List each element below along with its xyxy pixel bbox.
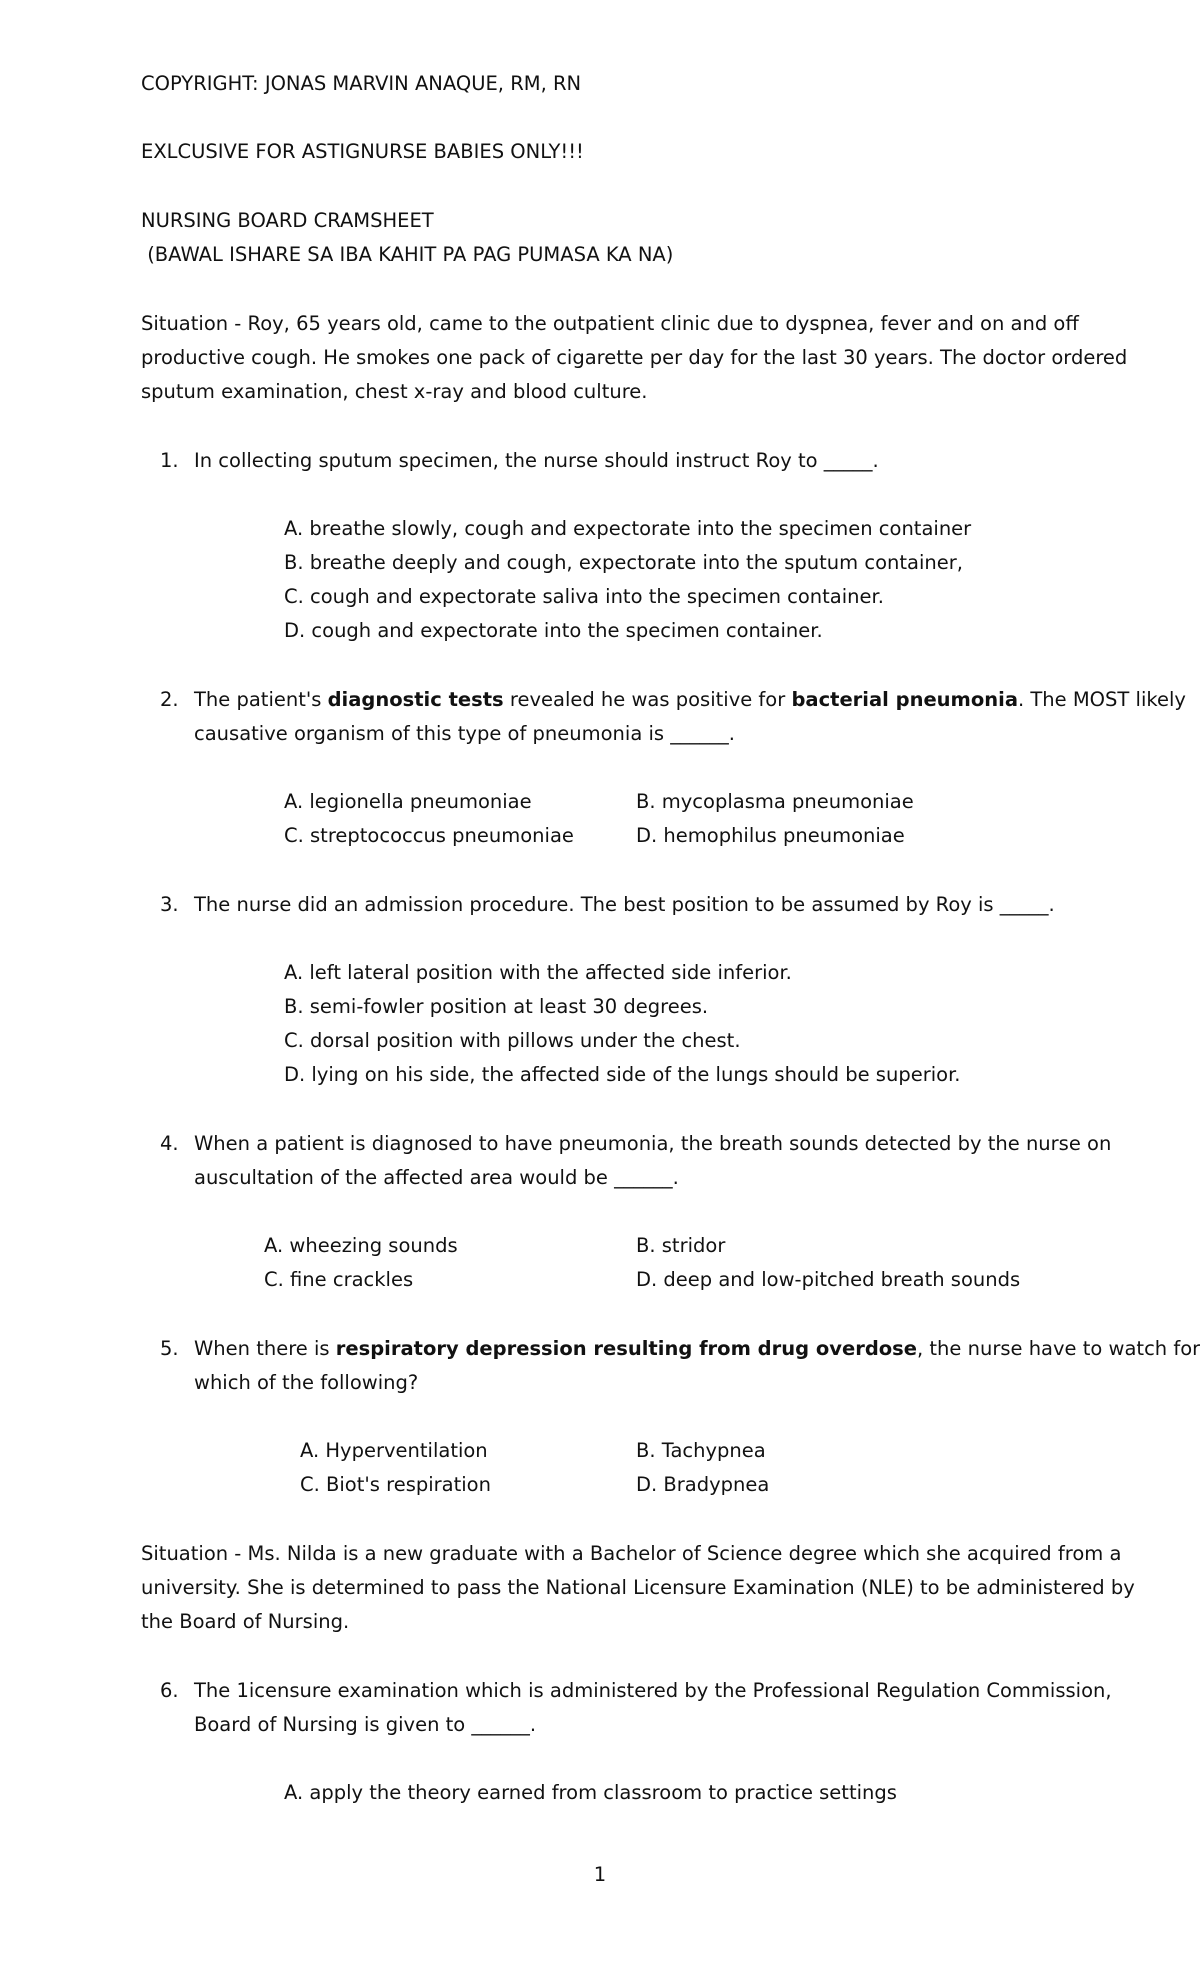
question-5-pre: When there is — [194, 1337, 336, 1360]
question-3-option-b: B. semi-fowler position at least 30 degrees. — [284, 995, 709, 1018]
question-5-post: , the nurse have to watch for — [917, 1337, 1200, 1360]
question-5-bold: respiratory depression resulting from drug overdose — [335, 1337, 918, 1360]
question-2-post: . The MOST likely — [1018, 688, 1186, 711]
situation-2-line-3: the Board of Nursing. — [141, 1610, 350, 1633]
question-1-number: 1. — [160, 449, 179, 472]
question-4-line-1: When a patient is diagnosed to have pneumonia, the breath sounds detected by the nurse on — [194, 1132, 1112, 1155]
question-5-number: 5. — [160, 1337, 179, 1360]
question-2-bold-pneumonia: bacterial pneumonia — [791, 688, 1018, 711]
question-5-line-1 — [194, 1332, 1200, 1366]
question-5-line-2: which of the following? — [194, 1371, 419, 1394]
question-4-option-c: C. fine crackles — [264, 1268, 414, 1291]
exclusive-line: EXLCUSIVE FOR ASTIGNURSE BABIES ONLY!!! — [141, 140, 584, 163]
question-6-line-2: Board of Nursing is given to ______. — [194, 1713, 537, 1736]
question-2-mid: revealed he was positive for — [503, 688, 792, 711]
situation-2-line-1: Situation - Ms. Nilda is a new graduate with a Bachelor of Science degree which she acquired from a — [141, 1542, 1122, 1565]
question-3-option-d: D. lying on his side, the affected side of the lungs should be superior. — [284, 1063, 961, 1086]
question-2-option-c: C. streptococcus pneumoniae — [284, 824, 574, 847]
question-1-option-a: A. breathe slowly, cough and expectorate into the specimen container — [284, 517, 972, 540]
question-3-option-c: C. dorsal position with pillows under the chest. — [284, 1029, 741, 1052]
question-6-number: 6. — [160, 1679, 179, 1702]
question-4-option-a: A. wheezing sounds — [264, 1234, 458, 1257]
question-4-number: 4. — [160, 1132, 179, 1155]
situation-1-line-2: productive cough. He smokes one pack of cigarette per day for the last 30 years. The doctor ordered — [141, 346, 1128, 369]
question-3-number: 3. — [160, 893, 179, 916]
question-1-text: In collecting sputum specimen, the nurse should instruct Roy to _____. — [194, 449, 879, 472]
question-5-option-a: A. Hyperventilation — [300, 1439, 488, 1462]
question-4-option-d: D. deep and low-pitched breath sounds — [636, 1268, 1021, 1291]
question-2-option-a: A. legionella pneumoniae — [284, 790, 532, 813]
question-5-option-d: D. Bradypnea — [636, 1473, 770, 1496]
question-2-line-2: causative organism of this type of pneumonia is ______. — [194, 722, 735, 745]
situation-1-line-1: Situation - Roy, 65 years old, came to the outpatient clinic due to dyspnea, fever and on and off — [141, 312, 1079, 335]
question-1-option-d: D. cough and expectorate into the specimen container. — [284, 619, 823, 642]
question-4-line-2: auscultation of the affected area would be ______. — [194, 1166, 679, 1189]
situation-2-line-2: university. She is determined to pass the National Licensure Examination (NLE) to be administered by — [141, 1576, 1135, 1599]
question-5-option-b: B. Tachypnea — [636, 1439, 766, 1462]
copyright-line: COPYRIGHT: JONAS MARVIN ANAQUE, RM, RN — [141, 72, 582, 95]
question-2-bold-diagnostic: diagnostic tests — [327, 688, 504, 711]
question-2-option-d: D. hemophilus pneumoniae — [636, 824, 905, 847]
question-4-option-b: B. stridor — [636, 1234, 726, 1257]
question-2-line-1 — [194, 683, 1186, 717]
question-1-option-c: C. cough and expectorate saliva into the specimen container. — [284, 585, 884, 608]
question-6-option-a: A. apply the theory earned from classroom to practice settings — [284, 1781, 897, 1804]
document-title: NURSING BOARD CRAMSHEET — [141, 209, 434, 232]
question-5-option-c: C. Biot's respiration — [300, 1473, 491, 1496]
question-2-number: 2. — [160, 688, 179, 711]
question-6-line-1: The 1icensure examination which is administered by the Professional Regulation Commission, — [194, 1679, 1112, 1702]
document-subtitle: (BAWAL ISHARE SA IBA KAHIT PA PAG PUMASA KA NA) — [141, 243, 674, 266]
question-3-option-a: A. left lateral position with the affected side inferior. — [284, 961, 792, 984]
question-3-text: The nurse did an admission procedure. The best position to be assumed by Roy is _____. — [194, 893, 1055, 916]
situation-1-line-3: sputum examination, chest x-ray and blood culture. — [141, 380, 648, 403]
page-number: 1 — [593, 1863, 607, 1886]
question-2-pre: The patient's — [194, 688, 328, 711]
question-1-option-b: B. breathe deeply and cough, expectorate into the sputum container, — [284, 551, 963, 574]
question-2-option-b: B. mycoplasma pneumoniae — [636, 790, 914, 813]
